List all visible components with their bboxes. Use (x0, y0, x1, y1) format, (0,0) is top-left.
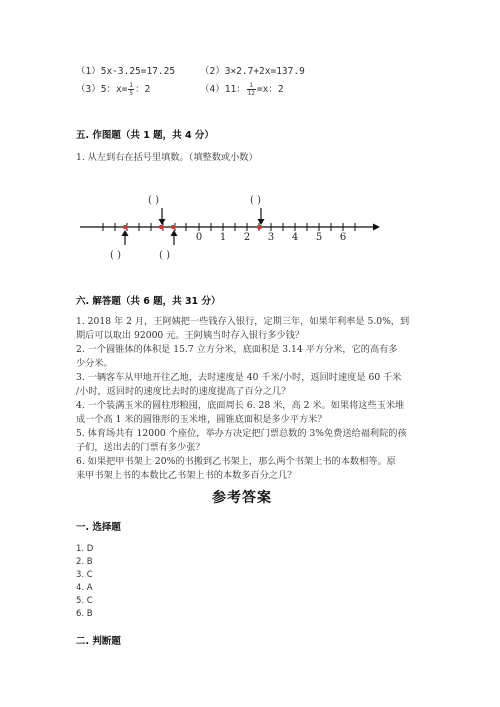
section-6-line: 6. 如果把甲书架上 20%的书搬到乙书架上，那么两个书架上书的本数相等。原 (76, 456, 396, 467)
point-marker-4 (258, 225, 262, 229)
equation-3-fraction (128, 82, 134, 97)
bracket-top-2: ( ) (250, 195, 261, 206)
section-5-question-1: 1. 从左到右在括号里填数。（填整数或小数） (76, 152, 258, 163)
equation-4-prefix: （4）11： (200, 84, 246, 95)
section-6-line: 少分米。 (76, 358, 113, 369)
fraction-numerator: 1 (129, 82, 134, 89)
answer-item: 4. A (76, 583, 93, 593)
answer-item: 3. C (76, 570, 93, 580)
tick-label: 3 (267, 232, 275, 243)
section-6-line: 期后可以取出 92000 元。王阿姨当时存入银行多少钱？ (76, 330, 305, 341)
equation-3-prefix: （3）5：x= (76, 84, 128, 95)
equation-4 (200, 81, 284, 97)
bracket-top-1: ( ) (148, 195, 159, 206)
equation-4-fraction (247, 82, 256, 97)
answer-item: 5. C (76, 596, 93, 606)
tick-label: 6 (339, 232, 347, 243)
tick-label: 4 (291, 232, 299, 243)
section-5-heading: 五. 作图题（共 1 题，共 4 分） (76, 130, 214, 141)
equation-3-suffix: ：2 (135, 84, 151, 95)
point-marker-1 (124, 225, 128, 229)
point-marker-3 (172, 225, 176, 229)
equation-1 (76, 63, 175, 77)
equation-4-suffix: =x：2 (256, 84, 284, 95)
answer-item: 6. B (76, 609, 93, 619)
answer-item: 1. D (76, 544, 94, 554)
answer-key-title: 参考答案 (212, 490, 272, 506)
fraction-numerator: 1 (247, 82, 256, 90)
section-6-line: 4. 一个装满玉米的圆柱形粮囤，底面周长 6. 28 米，高 2 米。如果将这些玉米堆 (76, 400, 405, 411)
section-6-line: 2. 一个圆锥体的体积是 15.7 立方分米，底面积是 3.14 平方分米，它的高有多 (76, 344, 398, 355)
equation-2 (200, 63, 305, 77)
point-marker-2 (160, 225, 164, 229)
fraction-denominator: 5 (129, 90, 134, 97)
tick-label: 1 (219, 232, 227, 243)
fraction-denominator: 12 (247, 90, 255, 97)
equation-3 (76, 81, 150, 97)
number-line-figure (0, 190, 500, 270)
bracket-bottom-2: ( ) (159, 250, 170, 261)
tick-label: 0 (195, 232, 203, 243)
answer-item: 2. B (76, 557, 93, 567)
section-6-line: /小时，返回时的速度比去时的速度提高了百分之几？ (76, 386, 291, 397)
section-6-line: 子们，送出去的门票有多少张？ (76, 442, 205, 453)
answer-part-2-heading: 二. 判断题 (76, 636, 121, 647)
answer-part-1-heading: 一. 选择题 (76, 522, 121, 533)
section-6-line: 来甲书架上书的本数比乙书架上书的本数多百分之几？ (76, 470, 297, 481)
equation-2-text: （2）3×2.7+2x=137.9 (200, 66, 305, 77)
section-6-line: 5. 体育场共有 12000 个座位，举办方决定把门票总数的 3%免费送给福利院的孩 (76, 428, 407, 439)
number-line-arrowhead (373, 224, 380, 231)
section-6-line: 3. 一辆客车从甲地开往乙地，去时速度是 40 千米/小时，返回时速度是 60 千米 (76, 372, 402, 383)
section-6-heading: 六. 解答题（共 6 题，共 31 分） (76, 296, 221, 307)
equation-1-text: （1）5x-3.25=17.25 (76, 66, 176, 77)
tick-label: 5 (315, 232, 323, 243)
bracket-bottom-1: ( ) (110, 250, 121, 261)
section-6-line: 成一个高 1 米的圆锥形的玉米堆，圆锥底面积是多少平方米？ (76, 414, 327, 425)
section-6-line: 1. 2018 年 2 月，王阿姨把一些钱存入银行，定期三年，如果年利率是 5.0%，到 (76, 316, 410, 327)
tick-label: 2 (243, 232, 251, 243)
arrow-down-1-head (159, 219, 166, 225)
